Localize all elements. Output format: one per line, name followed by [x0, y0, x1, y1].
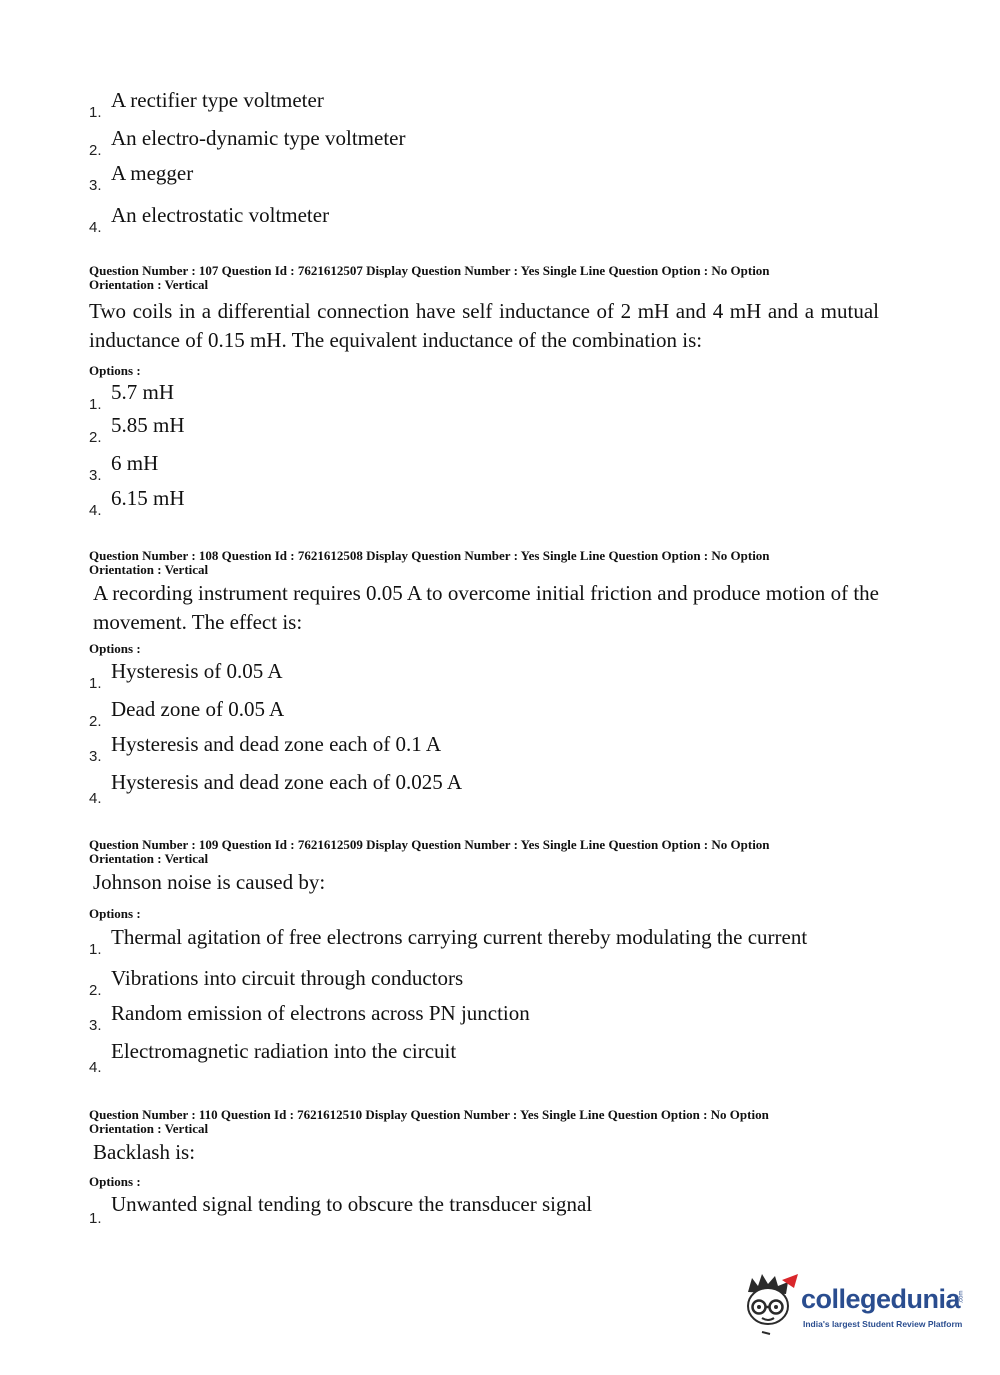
- option-number: 3.: [89, 467, 102, 484]
- question-meta-line: Question Number : 107 Question Id : 7621612507 Display Question Number : Yes Single Line Question Option : No Option: [89, 263, 770, 278]
- collegedunia-logo: [742, 1270, 972, 1340]
- q108-option-1: [89, 659, 889, 691]
- question-109-text: Johnson noise is caused by:: [93, 870, 326, 894]
- question-meta-line: Orientation : Vertical: [89, 562, 209, 577]
- option-text: 6.15 mH: [111, 486, 185, 510]
- q110-option-1: [89, 1194, 889, 1226]
- q109-option-2: [89, 966, 889, 998]
- question-110-text: Backlash is:: [93, 1140, 196, 1164]
- option-number: 1.: [89, 1210, 102, 1227]
- option-text: Random emission of electrons across PN junction: [111, 1001, 530, 1025]
- top-option-2: [89, 126, 889, 158]
- q107-option-2: [89, 413, 889, 445]
- mascot-icon: [742, 1270, 802, 1340]
- option-text: 5.7 mH: [111, 380, 174, 404]
- option-number: 1.: [89, 675, 102, 692]
- question-108-text: A recording instrument requires 0.05 A to overcome initial friction and produce motion of the movement. The effect is:: [93, 581, 879, 634]
- option-number: 3.: [89, 748, 102, 765]
- option-number: 2.: [89, 713, 102, 730]
- option-text: Electromagnetic radiation into the circuit: [111, 1039, 457, 1063]
- option-number: 2.: [89, 429, 102, 446]
- option-text: 6 mH: [111, 451, 159, 475]
- q108-option-2: [89, 697, 889, 729]
- option-number: 4.: [89, 1059, 102, 1076]
- question-110-meta: [89, 1108, 879, 1136]
- options-label: Options :: [89, 641, 141, 656]
- question-109-meta: [89, 838, 879, 866]
- q109-option-3: [89, 1001, 889, 1033]
- question-meta-line: Orientation : Vertical: [89, 277, 209, 292]
- top-option-1: [89, 88, 889, 120]
- q109-option-4: [89, 1041, 889, 1075]
- question-meta-line: Orientation : Vertical: [89, 1121, 209, 1136]
- q108-option-3: [89, 732, 889, 764]
- option-text: Hysteresis and dead zone each of 0.025 A: [111, 770, 463, 794]
- option-number: 4.: [89, 219, 102, 236]
- question-107-text: Two coils in a differential connection have self inductance of 2 mH and 4 mH and a mutual inductance of 0.15 mH. The equivalent inductance of the combination is:: [89, 299, 879, 352]
- top-option-4: [89, 203, 889, 235]
- option-number: 4.: [89, 790, 102, 807]
- question-meta-line: Question Number : 110 Question Id : 7621612510 Display Question Number : Yes Single Line Question Option : No Option: [89, 1107, 769, 1122]
- question-107-meta: [89, 264, 879, 292]
- options-label: Options :: [89, 906, 141, 921]
- option-text: A rectifier type voltmeter: [111, 88, 324, 112]
- question-108-meta: [89, 549, 879, 577]
- question-meta-line: Question Number : 109 Question Id : 7621612509 Display Question Number : Yes Single Line Question Option : No Option: [89, 837, 770, 852]
- logo-wordmark: collegedunia: [801, 1284, 961, 1314]
- option-text: Dead zone of 0.05 A: [111, 697, 285, 721]
- q108-option-4: [89, 772, 889, 806]
- option-text: Hysteresis and dead zone each of 0.1 A: [111, 732, 442, 756]
- option-text: Unwanted signal tending to obscure the transducer signal: [111, 1192, 593, 1216]
- q109-option-1: [89, 927, 889, 957]
- option-number: 1.: [89, 396, 102, 413]
- top-option-3: [89, 161, 889, 193]
- q107-option-4: [89, 486, 889, 518]
- options-label: Options :: [89, 363, 141, 378]
- option-text: Hysteresis of 0.05 A: [111, 659, 283, 683]
- q107-option-3: [89, 451, 889, 483]
- option-number: 2.: [89, 142, 102, 159]
- q107-option-1: [89, 380, 889, 412]
- option-text: 5.85 mH: [111, 413, 185, 437]
- logo-suffix: .com: [958, 1290, 965, 1304]
- option-text: An electro-dynamic type voltmeter: [111, 126, 406, 150]
- question-meta-line: Orientation : Vertical: [89, 851, 209, 866]
- option-text: Vibrations into circuit through conductors: [111, 966, 464, 990]
- option-text: An electrostatic voltmeter: [111, 203, 330, 227]
- option-number: 3.: [89, 177, 102, 194]
- option-number: 1.: [89, 104, 102, 121]
- option-number: 4.: [89, 502, 102, 519]
- option-text: A megger: [111, 161, 194, 185]
- option-number: 1.: [89, 941, 102, 958]
- option-number: 2.: [89, 982, 102, 999]
- options-label: Options :: [89, 1174, 141, 1189]
- question-meta-line: Question Number : 108 Question Id : 7621612508 Display Question Number : Yes Single Line Question Option : No Option: [89, 548, 770, 563]
- option-text: Thermal agitation of free electrons carrying current thereby modulating the current: [111, 925, 808, 949]
- option-number: 3.: [89, 1017, 102, 1034]
- logo-tagline: India's largest Student Review Platform: [803, 1319, 963, 1329]
